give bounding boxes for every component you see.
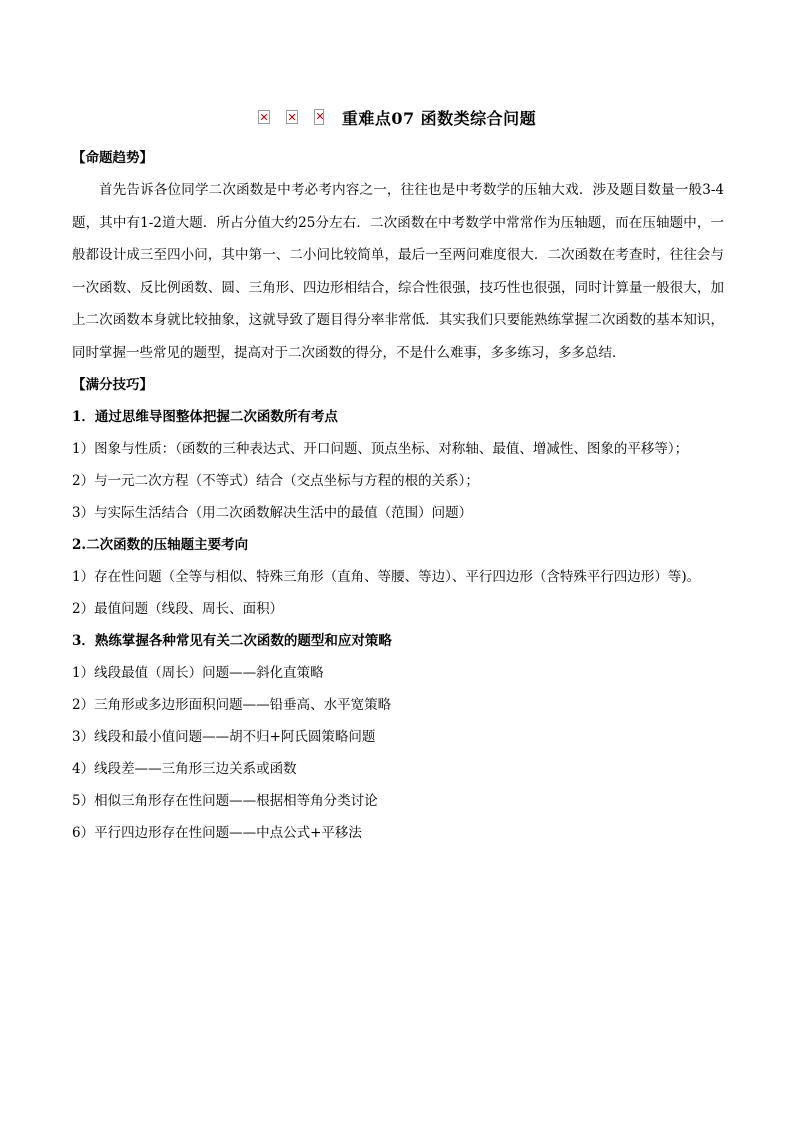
list-item: 1）线段最值（周长）问题——斜化直策略 [72,665,324,681]
tip2-heading: 2.二次函数的压轴题主要考向 [72,537,249,553]
section-heading-trend: 【命题趋势】 [72,150,153,166]
list-item: 4）线段差——三角形三边关系或函数 [72,761,297,777]
list-item: 3）线段和最小值问题——胡不归+阿氏圆策略问题 [72,729,376,745]
document-body [72,142,724,849]
list-item: 2）与一元二次方程（不等式）结合（交点坐标与方程的根的关系）； [72,473,479,489]
list-item: 3）与实际生活结合（用二次函数解决生活中的最值（范围）问题） [72,505,473,521]
broken-image-icon [286,110,298,124]
list-item: 5）相似三角形存在性问题——根据相等角分类讨论 [72,793,378,809]
tip1-heading: 1．通过思维导图整体把握二次函数所有考点 [72,409,338,425]
title-row [0,102,794,132]
list-item: 1）存在性问题（全等与相似、特殊三角形（直角、等腰、等边）、平行四边形（含特殊平行四边形）等)。 [72,569,701,585]
list-item: 2）最值问题（线段、周长、面积） [72,601,284,617]
list-item: 1）图象与性质：（函数的三种表达式、开口问题、顶点坐标、对称轴、最值、增减性、图象的平移等）； [72,441,689,457]
broken-image-icon [314,109,324,125]
trend-paragraph: 首先告诉各位同学二次函数是中考必考内容之一，往往也是中考数学的压轴大戏．涉及题目数量一般3-4题，其中有1-2道大题．所占分值大约25分左右．二次函数在中考数学中常常作为压轴题，而在压轴题中，一般都设计成三至四小问，其中第一、二小问比较简单，最后一至两问难度很大．二次函数在考查时，往往会与一次函数、反比例函数、圆、三角形、四边形相结合，综合性很强，技巧性也很强，同时计算量一般很大，加上二次函数本身就比较抽象，这就导致了题目得分率非常低．其实我们只要能熟练掌握二次函数的基本知识，同时掌握一些常见的题型，提高对于二次函数的得分，不是什么难事，多多练习，多多总结． [72,182,724,361]
list-item: 2）三角形或多边形面积问题——铅垂高、水平宽策略 [72,697,392,713]
broken-image-icon [258,110,270,124]
section-heading-tips: 【满分技巧】 [72,377,153,393]
list-item: 6）平行四边形存在性问题——中点公式+平移法 [72,825,362,841]
tip3-heading: 3．熟练掌握各种常见有关二次函数的题型和应对策略 [72,633,392,649]
page-title: 重难点07 函数类综合问题 [341,108,537,128]
